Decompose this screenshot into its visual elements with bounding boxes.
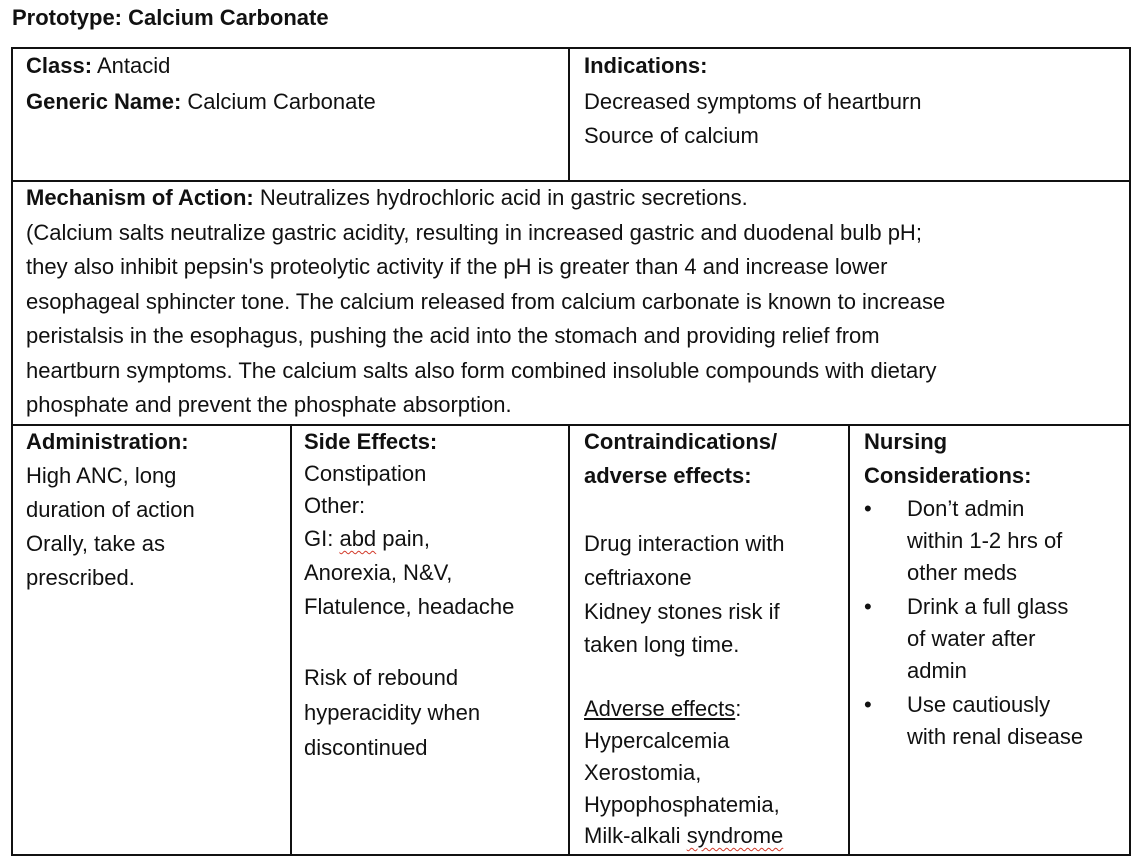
- mechanism-first-line: [26, 181, 1126, 216]
- nursing-item-text: other meds: [907, 560, 1018, 585]
- contraindication-line: taken long time.: [584, 632, 740, 657]
- adverse-effect-line: Hypercalcemia: [584, 728, 730, 753]
- adverse-effects-colon: :: [735, 696, 742, 721]
- nursing-item: [864, 689, 1126, 753]
- divider-top-vertical: [568, 47, 570, 182]
- class-label: Class:: [26, 53, 93, 78]
- contraindications-label: Contraindications/: [584, 429, 778, 454]
- spellcheck-word-syndrome: syndrome: [686, 823, 784, 848]
- nursing-item-text: of water after: [907, 626, 1036, 651]
- nursing-cell: [864, 425, 1126, 753]
- nursing-item-text: with renal disease: [907, 724, 1084, 749]
- class-value: Antacid: [92, 53, 171, 78]
- table-border-left: [11, 47, 13, 856]
- administration-line: Orally, take as: [26, 531, 165, 556]
- nursing-item-text: within 1-2 hrs of: [907, 528, 1063, 553]
- indications-label: Indications:: [584, 53, 708, 78]
- nursing-item-text: • Don’t admin: [907, 496, 1025, 521]
- mechanism-label: Mechanism of Action:: [26, 185, 254, 210]
- nursing-item-text: • Drink a full glass: [907, 594, 1069, 619]
- nursing-item-text: • Use cautiously: [907, 692, 1051, 717]
- page-title: Prototype: Calcium Carbonate: [12, 5, 329, 30]
- nursing-item: [864, 493, 1126, 589]
- mechanism-text-line: they also inhibit pepsin's proteolytic activity if the pH is greater than 4 and increase lower: [26, 254, 888, 279]
- class-line: [26, 49, 561, 83]
- generic-name-value: Calcium Carbonate: [181, 89, 376, 114]
- divider-col2: [568, 424, 570, 856]
- administration-line: duration of action: [26, 497, 195, 522]
- adverse-effect-line: Hypophosphatemia,: [584, 792, 780, 817]
- adverse-effect-line: Xerostomia,: [584, 760, 702, 785]
- table-border-bottom: [11, 854, 1131, 856]
- side-effect-gi-line: [304, 522, 566, 556]
- risk-line: Risk of rebound: [304, 665, 459, 690]
- administration-line: prescribed.: [26, 565, 135, 590]
- administration-line: High ANC, long: [26, 463, 177, 488]
- adverse-effects-heading: [584, 693, 846, 725]
- milk-alkali-prefix: Milk-alkali: [584, 823, 687, 848]
- nursing-label: Nursing: [864, 429, 948, 454]
- table-border-right: [1129, 47, 1131, 856]
- side-effect-line: Other:: [304, 493, 366, 518]
- contraindication-line: Kidney stones risk if: [584, 599, 780, 624]
- nursing-item-text: admin: [907, 658, 967, 683]
- divider-col1: [290, 424, 292, 856]
- side-effect-line: Flatulence, headache: [304, 594, 515, 619]
- contraindications-label-line2: adverse effects:: [584, 463, 752, 488]
- adverse-effects-label: Adverse effects: [584, 696, 736, 721]
- spellcheck-word-abd: abd: [339, 526, 377, 551]
- side-effect-line: Constipation: [304, 461, 427, 486]
- generic-name-label: Generic Name:: [26, 89, 182, 114]
- risk-line: hyperacidity when: [304, 700, 481, 725]
- indications-cell: [584, 49, 1124, 153]
- mechanism-summary: Neutralizes hydrochloric acid in gastric secretions.: [253, 185, 748, 210]
- divider-col3: [848, 424, 850, 856]
- contraindication-line: Drug interaction with: [584, 531, 785, 556]
- contraindications-cell: [584, 425, 846, 851]
- mechanism-text-line: esophageal sphincter tone. The calcium released from calcium carbonate is known to increase: [26, 288, 946, 314]
- nursing-item: [864, 591, 1126, 687]
- indication-item: Source of calcium: [584, 123, 759, 148]
- mechanism-text-line: heartburn symptoms. The calcium salts also form combined insoluble compounds with dietary: [26, 357, 937, 383]
- gi-rest: pain,: [376, 526, 430, 551]
- mechanism-text-line: phosphate and prevent the phosphate absorption.: [26, 392, 512, 417]
- contraindication-line: ceftriaxone: [584, 565, 692, 590]
- side-effects-cell: [304, 425, 566, 765]
- class-cell: [26, 49, 561, 119]
- gi-prefix: GI:: [304, 526, 340, 551]
- mechanism-text-line: peristalsis in the esophagus, pushing the acid into the stomach and providing relief from: [26, 323, 880, 348]
- nursing-label-line2: Considerations:: [864, 463, 1032, 488]
- mechanism-cell: [26, 181, 1126, 423]
- side-effects-label: Side Effects:: [304, 429, 438, 454]
- generic-name-line: [26, 85, 561, 119]
- indication-item: Decreased symptoms of heartburn: [584, 89, 922, 114]
- administration-label: Administration:: [26, 429, 189, 454]
- side-effect-line: Anorexia, N&V,: [304, 560, 453, 585]
- nursing-list: [864, 493, 1126, 753]
- mechanism-text-line: (Calcium salts neutralize gastric acidity, resulting in increased gastric and duodenal bulb pH;: [26, 219, 922, 245]
- administration-cell: [26, 425, 286, 595]
- adverse-effect-milk-alkali: [584, 821, 846, 851]
- risk-line: discontinued: [304, 735, 428, 760]
